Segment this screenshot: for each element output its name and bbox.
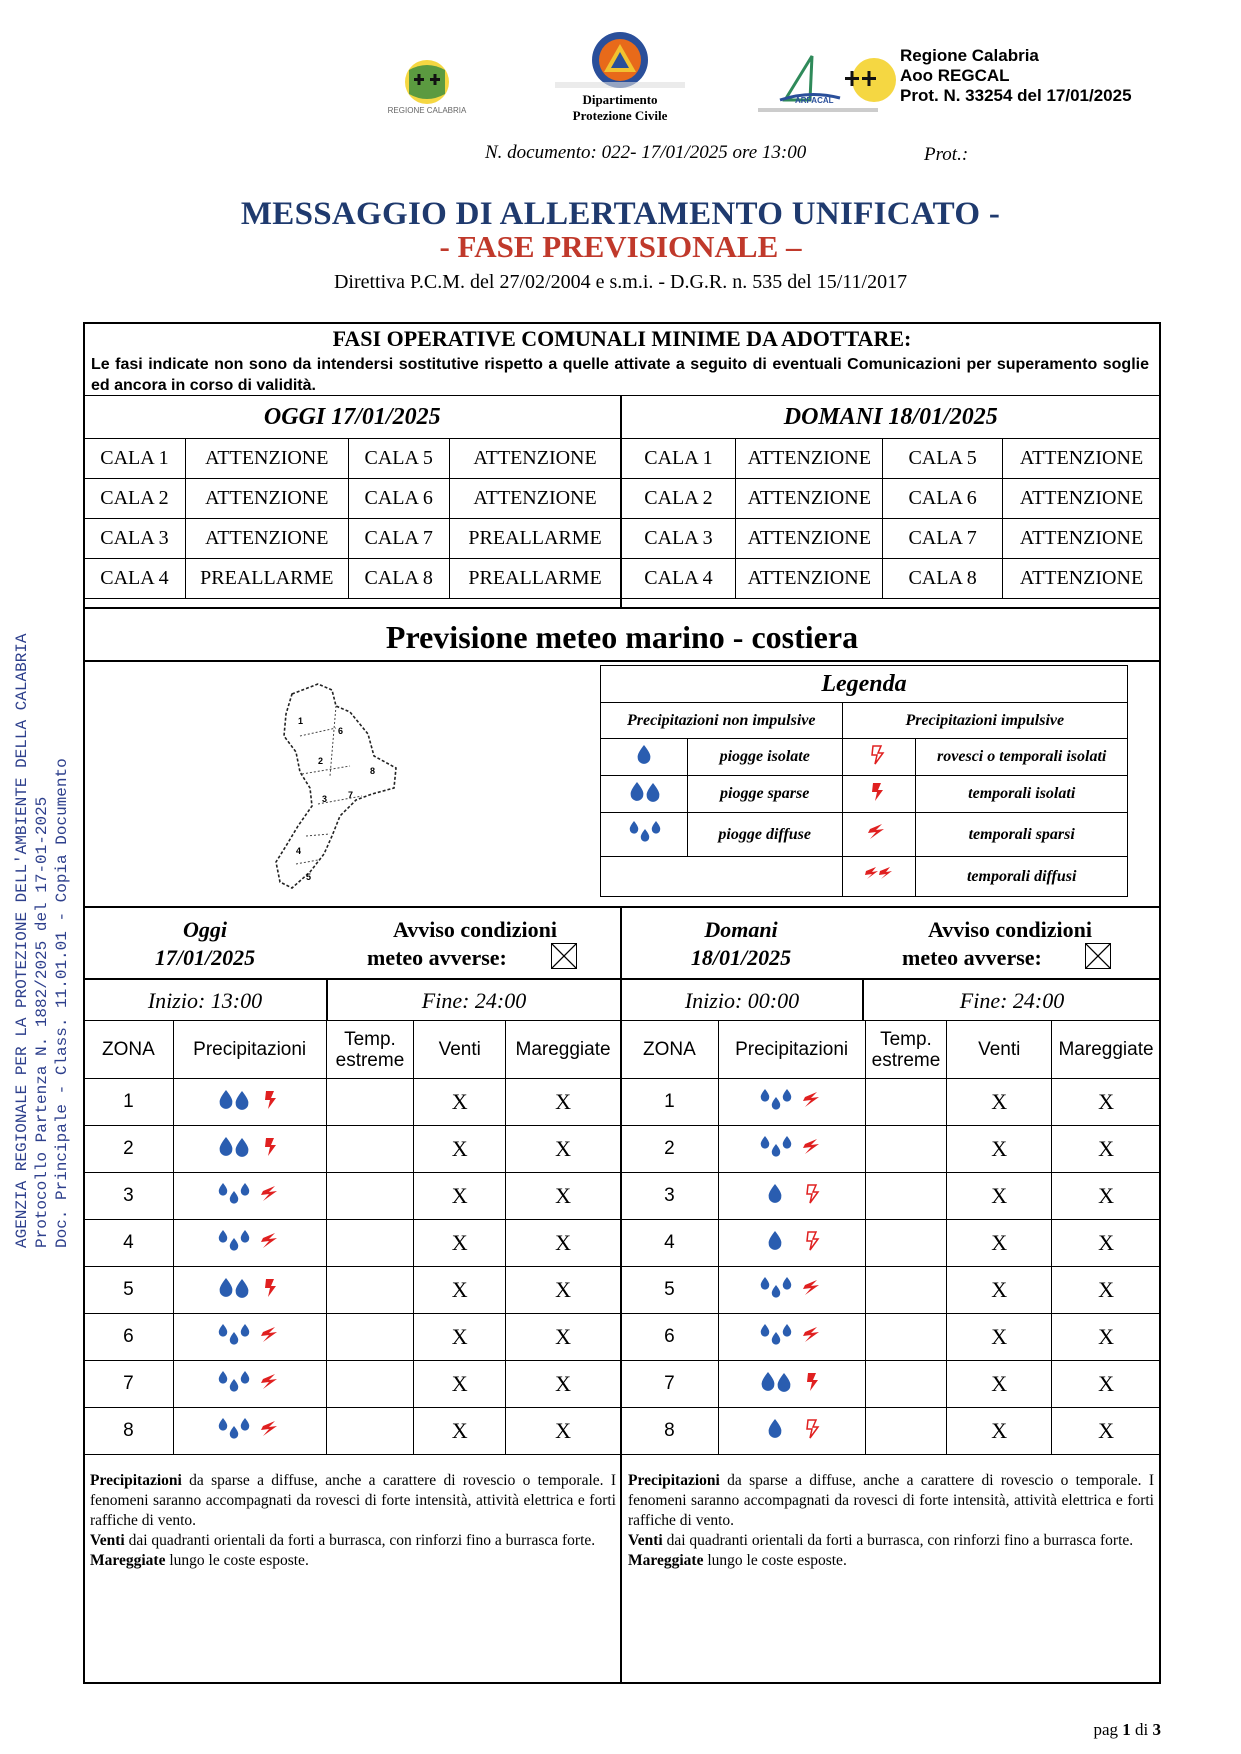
venti-cell: X xyxy=(947,1079,1052,1126)
zone-number: 6 xyxy=(84,1314,174,1361)
temp-estreme-cell xyxy=(326,1126,414,1173)
desc-bold: Precipitazioni xyxy=(628,1472,720,1489)
zone-column-header: Precipitazioni xyxy=(718,1021,865,1079)
map-zone-label: 7 xyxy=(348,790,354,800)
lightning-icon xyxy=(257,1134,287,1165)
cala-zone-cell: CALA 5 xyxy=(348,439,449,479)
legend-label: temporali diffusi xyxy=(916,857,1128,897)
lightning-icon xyxy=(799,1134,829,1165)
map-zone-label: 8 xyxy=(370,766,376,776)
today-end: Fine: 24:00 xyxy=(421,988,527,1013)
legend-label: piogge isolate xyxy=(687,739,842,776)
page-prefix: pag xyxy=(1093,1720,1123,1739)
page-number xyxy=(1093,1720,1161,1740)
avviso-line-2: meteo avverse: xyxy=(902,945,1042,970)
map-zone-label: 3 xyxy=(322,794,328,804)
fase-cell: ATTENZIONE xyxy=(1003,479,1161,519)
precipitation-cell xyxy=(718,1173,865,1220)
mareggiate-cell: X xyxy=(506,1314,621,1361)
rain-drops-icon xyxy=(213,1322,253,1353)
legend-rain-diffuse-icon xyxy=(601,813,688,857)
zone-column-header: Temp. estreme xyxy=(865,1021,947,1079)
mareggiate-cell: X xyxy=(1052,1220,1161,1267)
venti-cell: X xyxy=(414,1126,506,1173)
title-line-2: - FASE PREVISIONALE – xyxy=(439,229,802,264)
temp-estreme-cell xyxy=(326,1267,414,1314)
lightning-icon xyxy=(799,1181,829,1212)
mareggiate-cell: X xyxy=(506,1408,621,1455)
mareggiate-cell: X xyxy=(506,1220,621,1267)
cala-zone-cell: CALA 2 xyxy=(621,479,736,519)
zone-row xyxy=(621,1079,1161,1126)
regione-calabria-caption: REGIONE CALABRIA xyxy=(387,106,467,115)
rain-drops-icon xyxy=(755,1087,795,1118)
cala-zone-cell: CALA 8 xyxy=(883,559,1003,599)
cala-zone-cell: CALA 1 xyxy=(621,439,736,479)
rain-drops-icon xyxy=(624,792,664,809)
venti-cell: X xyxy=(414,1408,506,1455)
fase-cell: PREALLARME xyxy=(449,519,621,559)
zone-column-header: ZONA xyxy=(621,1021,719,1079)
desc-bold: Venti xyxy=(90,1532,125,1549)
stamp-line: AGENZIA REGIONALE PER LA PROTEZIONE DELL'AMBIENTE DELLA CALABRIA xyxy=(13,633,31,1248)
zone-number: 5 xyxy=(621,1267,719,1314)
arpacal-logo xyxy=(750,50,900,120)
venti-cell: X xyxy=(414,1314,506,1361)
tomorrow-end: Fine: 24:00 xyxy=(959,988,1065,1013)
temp-estreme-cell xyxy=(865,1267,947,1314)
lightning-icon xyxy=(864,874,894,891)
lightning-icon xyxy=(864,755,894,772)
zone-number: 7 xyxy=(621,1361,719,1408)
cala-zone-cell: CALA 3 xyxy=(621,519,736,559)
zone-number: 8 xyxy=(621,1408,719,1455)
legend-table xyxy=(600,665,1128,897)
fasi-row xyxy=(84,559,1161,599)
precipitation-cell xyxy=(718,1361,865,1408)
temp-estreme-cell xyxy=(865,1079,947,1126)
zone-row xyxy=(84,1079,621,1126)
fase-cell: ATTENZIONE xyxy=(185,479,348,519)
venti-cell: X xyxy=(947,1408,1052,1455)
zone-number: 5 xyxy=(84,1267,174,1314)
lightning-icon xyxy=(799,1275,829,1306)
document-number: N. documento: 022- 17/01/2025 ore 13:00 xyxy=(485,142,807,163)
map-zone-label: 4 xyxy=(296,846,302,856)
zone-column-header: Venti xyxy=(947,1021,1052,1079)
mareggiate-cell: X xyxy=(1052,1314,1161,1361)
venti-cell: X xyxy=(414,1173,506,1220)
lightning-icon xyxy=(257,1369,287,1400)
venti-cell: X xyxy=(414,1079,506,1126)
temp-estreme-cell xyxy=(865,1220,947,1267)
today-start: Inizio: 13:00 xyxy=(147,988,263,1013)
venti-cell: X xyxy=(947,1267,1052,1314)
precipitation-cell xyxy=(173,1173,326,1220)
cala-zone-cell: CALA 6 xyxy=(883,479,1003,519)
temp-estreme-cell xyxy=(326,1220,414,1267)
cala-zone-cell: CALA 2 xyxy=(84,479,186,519)
zone-number: 6 xyxy=(621,1314,719,1361)
cala-zone-cell: CALA 4 xyxy=(621,559,736,599)
rain-drops-icon xyxy=(755,1181,795,1212)
lightning-icon xyxy=(257,1181,287,1212)
cala-zone-cell: CALA 6 xyxy=(348,479,449,519)
divider xyxy=(83,607,1161,609)
avviso-checkbox-today[interactable] xyxy=(551,943,577,969)
rain-drops-icon xyxy=(755,1322,795,1353)
mareggiate-cell: X xyxy=(1052,1361,1161,1408)
lightning-icon xyxy=(864,832,894,849)
today-zone-table xyxy=(83,1020,621,1455)
venti-cell: X xyxy=(947,1126,1052,1173)
cala-zone-cell: CALA 4 xyxy=(84,559,186,599)
tomorrow-description xyxy=(628,1471,1154,1571)
temp-estreme-cell xyxy=(326,1314,414,1361)
fase-cell: PREALLARME xyxy=(185,559,348,599)
precipitation-cell xyxy=(173,1408,326,1455)
precipitation-cell xyxy=(718,1267,865,1314)
precipitation-cell xyxy=(173,1361,326,1408)
tomorrow-start: Inizio: 00:00 xyxy=(684,988,800,1013)
zone-number: 4 xyxy=(84,1220,174,1267)
desc-text: dai quadranti orientali da forti a burrasca, con rinforzi fino a burrasca forte. xyxy=(662,1532,1134,1549)
legend-rain-isolate-icon xyxy=(601,739,688,776)
prot-label: Prot.: xyxy=(924,144,969,165)
desc-text: da sparse a diffuse, anche a carattere di rovescio o temporale. I fenomeni saranno accompagnati da rovesci di forte intensità, attività elettrica e forti raffiche di vento. xyxy=(628,1472,1154,1529)
stamp-line: Protocollo Partenza N. 1882/2025 del 17-01-2025 xyxy=(33,796,51,1248)
rain-drops-icon xyxy=(755,1369,795,1400)
map-zone-label: 1 xyxy=(298,716,304,726)
avviso-line-2: meteo avverse: xyxy=(367,945,507,970)
today-day-date: 17/01/2025 xyxy=(154,945,256,970)
legend-rain-sparse-icon xyxy=(601,776,688,813)
zone-row xyxy=(84,1173,621,1220)
legend-storm-icon xyxy=(842,776,916,813)
tomorrow-day-label: Domani xyxy=(704,917,778,942)
zone-number: 1 xyxy=(84,1079,174,1126)
zone-row xyxy=(621,1361,1161,1408)
fasi-row xyxy=(84,519,1161,559)
zone-row xyxy=(84,1220,621,1267)
zone-number: 3 xyxy=(621,1173,719,1220)
lightning-icon xyxy=(257,1416,287,1447)
legend-storm-icon xyxy=(842,857,916,897)
lightning-icon xyxy=(799,1228,829,1259)
zone-number: 3 xyxy=(84,1173,174,1220)
rain-drops-icon xyxy=(755,1228,795,1259)
divider xyxy=(83,906,1161,908)
lightning-icon xyxy=(257,1275,287,1306)
zone-column-header: ZONA xyxy=(84,1021,174,1079)
zone-number: 8 xyxy=(84,1408,174,1455)
mareggiate-cell: X xyxy=(506,1079,621,1126)
temp-estreme-cell xyxy=(865,1361,947,1408)
zone-row xyxy=(621,1408,1161,1455)
temp-estreme-cell xyxy=(865,1173,947,1220)
desc-bold: Mareggiate xyxy=(90,1552,166,1569)
zone-column-header: Mareggiate xyxy=(506,1021,621,1079)
today-day-label: Oggi xyxy=(183,917,227,942)
temp-estreme-cell xyxy=(326,1173,414,1220)
cala-zone-cell: CALA 1 xyxy=(84,439,186,479)
temp-estreme-cell xyxy=(326,1079,414,1126)
venti-cell: X xyxy=(414,1267,506,1314)
center-divider xyxy=(620,395,622,607)
zone-column-header: Mareggiate xyxy=(1052,1021,1161,1079)
legend-label: piogge sparse xyxy=(687,776,842,813)
lightning-icon xyxy=(799,1322,829,1353)
today-header xyxy=(100,916,310,972)
precipitation-cell xyxy=(173,1079,326,1126)
dept-line-1: Dipartimento xyxy=(582,92,658,107)
protocol-stamp xyxy=(12,634,72,1249)
zone-number: 2 xyxy=(621,1126,719,1173)
rain-drops-icon xyxy=(213,1181,253,1212)
cala-zone-cell: CALA 7 xyxy=(348,519,449,559)
fase-cell: ATTENZIONE xyxy=(449,439,621,479)
desc-bold: Mareggiate xyxy=(628,1552,704,1569)
region-protocol-info xyxy=(900,46,1132,106)
legend-col-impulsive: Precipitazioni impulsive xyxy=(842,703,1127,739)
zone-header-row xyxy=(84,1021,621,1079)
cala-zone-cell: CALA 5 xyxy=(883,439,1003,479)
map-zone-label: 5 xyxy=(306,872,312,882)
fase-cell: ATTENZIONE xyxy=(449,479,621,519)
tomorrow-label: DOMANI 18/01/2025 xyxy=(621,396,1161,439)
rain-drops-icon xyxy=(624,832,664,849)
zone-row xyxy=(84,1408,621,1455)
fasi-title: FASI OPERATIVE COMUNALI MINIME DA ADOTTARE: xyxy=(332,326,912,351)
dept-line-2: Protezione Civile xyxy=(572,108,668,123)
title-line-1: MESSAGGIO DI ALLERTAMENTO UNIFICATO - xyxy=(240,196,1001,232)
cala-zone-cell: CALA 3 xyxy=(84,519,186,559)
directive-line: Direttiva P.C.M. del 27/02/2004 e s.m.i. - D.G.R. n. 535 del 15/11/2017 xyxy=(333,271,908,293)
page-total: 3 xyxy=(1152,1720,1161,1739)
calabria-zone-map xyxy=(270,676,410,898)
desc-text: lungo le coste esposte. xyxy=(703,1552,847,1569)
rain-drops-icon xyxy=(755,1275,795,1306)
avviso-line-1: Avviso condizioni xyxy=(927,917,1092,942)
divider xyxy=(83,660,1161,662)
map-zone-label: 6 xyxy=(338,726,344,736)
precipitation-cell xyxy=(718,1126,865,1173)
legend-empty xyxy=(601,857,843,897)
zone-column-header: Temp. estreme xyxy=(326,1021,414,1079)
precipitation-cell xyxy=(173,1220,326,1267)
zone-number: 1 xyxy=(621,1079,719,1126)
region-info-line: Aoo REGCAL xyxy=(900,66,1010,85)
lightning-icon xyxy=(799,1416,829,1447)
legend-label: temporali isolati xyxy=(916,776,1128,813)
fase-cell: ATTENZIONE xyxy=(736,439,883,479)
protezione-civile-logo xyxy=(545,30,695,126)
legend-storm-icon xyxy=(842,813,916,857)
zone-row xyxy=(84,1267,621,1314)
cala-zone-cell: CALA 7 xyxy=(883,519,1003,559)
region-info-line: Prot. N. 33254 del 17/01/2025 xyxy=(900,86,1132,105)
precipitation-cell xyxy=(173,1314,326,1361)
fasi-row xyxy=(84,439,1161,479)
regione-calabria-logo xyxy=(372,56,482,120)
zone-number: 4 xyxy=(621,1220,719,1267)
temp-estreme-cell xyxy=(865,1314,947,1361)
legend-title: Legenda xyxy=(601,666,1128,703)
lightning-icon xyxy=(799,1369,829,1400)
fasi-table xyxy=(83,395,1161,599)
lightning-icon xyxy=(257,1228,287,1259)
rain-drops-icon xyxy=(213,1087,253,1118)
zone-row xyxy=(621,1314,1161,1361)
rain-drops-icon xyxy=(213,1416,253,1447)
mareggiate-cell: X xyxy=(1052,1408,1161,1455)
stamp-line: Doc. Principale - Class. 11.01.01 - Copia Documento xyxy=(53,758,71,1248)
lightning-icon xyxy=(257,1322,287,1353)
precipitation-cell xyxy=(173,1126,326,1173)
venti-cell: X xyxy=(947,1314,1052,1361)
mareggiate-cell: X xyxy=(1052,1126,1161,1173)
mareggiate-cell: X xyxy=(1052,1173,1161,1220)
legend-col-non-impulsive: Precipitazioni non impulsive xyxy=(601,703,843,739)
zone-row xyxy=(621,1220,1161,1267)
venti-cell: X xyxy=(947,1361,1052,1408)
precipitation-cell xyxy=(718,1314,865,1361)
fase-cell: ATTENZIONE xyxy=(736,519,883,559)
map-zone-label: 2 xyxy=(318,756,324,766)
cala-zone-cell: CALA 8 xyxy=(348,559,449,599)
fase-cell: ATTENZIONE xyxy=(736,559,883,599)
arpacal-caption: ARPACAL xyxy=(795,96,834,105)
zone-row xyxy=(84,1314,621,1361)
avviso-line-1: Avviso condizioni xyxy=(392,917,557,942)
rain-drops-icon xyxy=(755,1134,795,1165)
mareggiate-cell: X xyxy=(506,1126,621,1173)
zone-number: 2 xyxy=(84,1126,174,1173)
precipitation-cell xyxy=(718,1079,865,1126)
desc-text: lungo le coste esposte. xyxy=(165,1552,309,1569)
divider xyxy=(83,978,1161,980)
fase-cell: ATTENZIONE xyxy=(1003,519,1161,559)
fase-cell: ATTENZIONE xyxy=(185,439,348,479)
fasi-row xyxy=(84,479,1161,519)
zone-number: 7 xyxy=(84,1361,174,1408)
lightning-icon xyxy=(864,792,894,809)
venti-cell: X xyxy=(947,1220,1052,1267)
fase-cell: ATTENZIONE xyxy=(1003,559,1161,599)
lightning-icon xyxy=(257,1087,287,1118)
zone-header-row xyxy=(621,1021,1161,1079)
fasi-note: Le fasi indicate non sono da intendersi sostitutive rispetto a quelle attivate a seguito di eventuali Comunicazioni per superamento soglie ed ancora in corso di validità. xyxy=(91,356,1149,394)
legend-label: piogge diffuse xyxy=(687,813,842,857)
desc-bold: Precipitazioni xyxy=(90,1472,182,1489)
mareggiate-cell: X xyxy=(506,1267,621,1314)
tomorrow-header xyxy=(636,916,846,972)
zone-row xyxy=(84,1361,621,1408)
avviso-checkbox-tomorrow[interactable] xyxy=(1085,943,1111,969)
fase-cell: ATTENZIONE xyxy=(1003,439,1161,479)
fase-cell: ATTENZIONE xyxy=(736,479,883,519)
rain-drops-icon xyxy=(213,1228,253,1259)
legend-label: rovesci o temporali isolati xyxy=(916,739,1128,776)
page-mid: di xyxy=(1130,1720,1153,1739)
zone-row xyxy=(621,1267,1161,1314)
legend-label: temporali sparsi xyxy=(916,813,1128,857)
venti-cell: X xyxy=(947,1173,1052,1220)
mareggiate-cell: X xyxy=(506,1361,621,1408)
precipitation-cell xyxy=(718,1408,865,1455)
fase-cell: PREALLARME xyxy=(449,559,621,599)
lightning-icon xyxy=(799,1087,829,1118)
zone-column-header: Venti xyxy=(414,1021,506,1079)
rain-drops-icon xyxy=(624,755,664,772)
precipitation-cell xyxy=(173,1267,326,1314)
zone-row xyxy=(621,1126,1161,1173)
venti-cell: X xyxy=(414,1361,506,1408)
tomorrow-day-date: 18/01/2025 xyxy=(690,945,792,970)
region-info-line: Regione Calabria xyxy=(900,46,1039,65)
desc-text: dai quadranti orientali da forti a burrasca, con rinforzi fino a burrasca forte. xyxy=(124,1532,596,1549)
page-current: 1 xyxy=(1122,1720,1131,1739)
desc-bold: Venti xyxy=(628,1532,663,1549)
zone-row xyxy=(84,1126,621,1173)
precipitation-cell xyxy=(718,1220,865,1267)
temp-estreme-cell xyxy=(326,1408,414,1455)
mareggiate-cell: X xyxy=(1052,1079,1161,1126)
mareggiate-cell: X xyxy=(506,1173,621,1220)
rain-drops-icon xyxy=(213,1369,253,1400)
temp-estreme-cell xyxy=(865,1126,947,1173)
temp-estreme-cell xyxy=(326,1361,414,1408)
desc-text: da sparse a diffuse, anche a carattere di rovescio o temporale. I fenomeni saranno accompagnati da rovesci di forte intensità, attività elettrica e forti raffiche di vento. xyxy=(90,1472,616,1529)
zone-row xyxy=(621,1173,1161,1220)
mareggiate-cell: X xyxy=(1052,1267,1161,1314)
legend-storm-icon xyxy=(842,739,916,776)
meteo-title: Previsione meteo marino - costiera xyxy=(385,619,859,655)
today-description xyxy=(90,1471,616,1571)
zone-column-header: Precipitazioni xyxy=(173,1021,326,1079)
temp-estreme-cell xyxy=(865,1408,947,1455)
rain-drops-icon xyxy=(213,1134,253,1165)
tomorrow-zone-table xyxy=(620,1020,1161,1455)
fase-cell: ATTENZIONE xyxy=(185,519,348,559)
rain-drops-icon xyxy=(213,1275,253,1306)
rain-drops-icon xyxy=(755,1416,795,1447)
today-label: OGGI 17/01/2025 xyxy=(84,396,622,439)
venti-cell: X xyxy=(414,1220,506,1267)
